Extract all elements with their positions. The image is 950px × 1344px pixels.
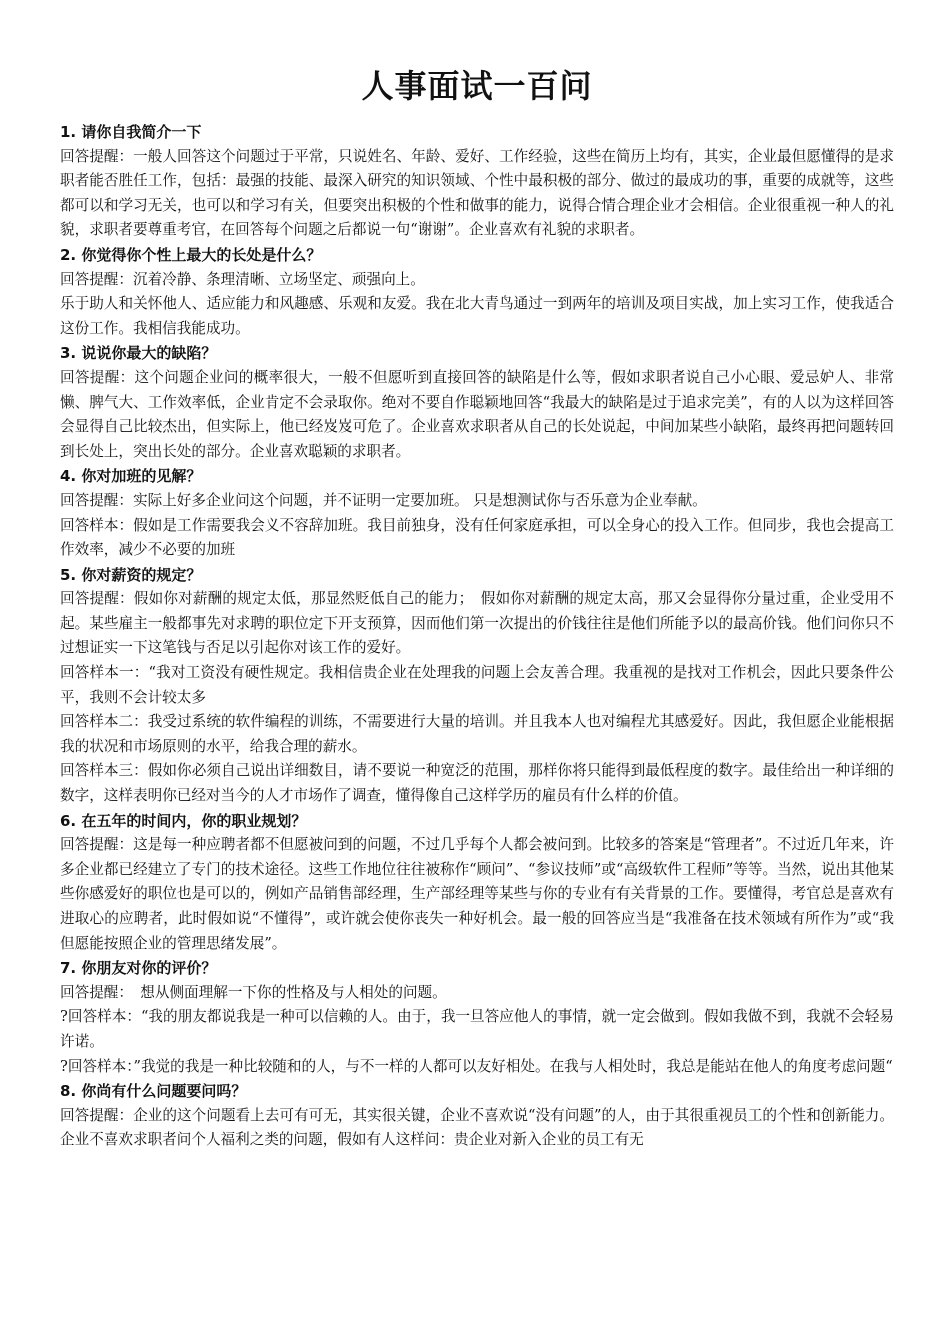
answer-paragraph: 回答提醒：这个问题企业问的概率很大，一般不但愿听到直接回答的缺陷是什么等，假如求职者说自己小心眼、爱忌妒人、非常懒、脾气大、工作效率低，企业肯定不会录取你。绝对不要自作聪颖地回答“我最大的缺陷是过于追求完美”，有的人以为这样回答会显得自己比较杰出，但实际上，他已经岌岌可危了。企业喜欢求职者从自己的长处说起，中间加某些小缺陷，最终再把问题转回到长处上，突出长处的部分。企业喜欢聪颖的求职者。 [60,368,894,460]
answer-paragraph: 回答样本一：“我对工资没有硬性规定。我相信贵企业在处理我的问题上会友善合理。我重视的是找对工作机会，因此只要条件公平，我则不会计较太多 [60,664,894,706]
section-4 [60,464,894,562]
answer-paragraph: 回答提醒：企业的这个问题看上去可有可无，其实很关键，企业不喜欢说“没有问题”的人，由于其很重视员工的个性和创新能力。企业不喜欢求职者问个人福利之类的问题，假如有人这样问：贵企业对新入企业的员工有无 [60,1106,894,1149]
question-heading: 1. 请你自我简介一下 [60,123,202,141]
question-heading: 7. 你朋友对你的评价？ [60,959,217,978]
section-3 [60,341,894,464]
answer-paragraph: 回答提醒：这是每一种应聘者都不但愿被问到的问题，不过几乎每个人都会被问到。比较多的答案是“管理者”。不过近几年来，许多企业都已经建立了专门的技术途径。这些工作地位往往被称作“顾问”、“参议技师”或“高级软件工程师”等等。当然，说出其他某些你感爱好的职位也是可以的，例如产品销售部经理，生产部经理等某些与你的专业有有关背景的工作。要懂得，考官总是喜欢有进取心的应聘者，此时假如说“不懂得”，或许就会使你丧失一种好机会。最一般的回答应当是“我准备在技术领域有所作为”或“我但愿能按照企业的管理思绪发展”。 [60,836,894,952]
answer-paragraph: 回答提醒：实际上好多企业问这个问题，并不证明一定要加班。 只是想测试你与否乐意为企业奉献。 [60,491,707,509]
answer-paragraph: 回答样本三：假如你必须自己说出详细数目，请不要说一种宽泛的范围，那样你将只能得到最低程度的数字。最佳给出一种详细的数字，这样表明你已经对当今的人才市场作了调查，懂得像自己这样学历的雇员有什么样的价值。 [60,762,894,805]
section-1 [60,120,894,243]
question-heading: 4. 你对加班的见解？ [60,467,202,486]
section-5 [60,563,894,809]
section-2 [60,243,894,341]
document-title: 人事面试一百问 [361,67,593,105]
section-7 [60,956,894,1079]
answer-paragraph: 回答提醒：沉着冷静、条理清晰、立场坚定、顽强向上。 [60,270,425,288]
answer-paragraph: 回答样本：假如是工作需要我会义不容辞加班。我目前独身，没有任何家庭承担，可以全身心的投入工作。但同步，我也会提高工作效率，减少不必要的加班 [60,516,894,559]
answer-paragraph: 回答样本二：我受过系统的软件编程的训练，不需要进行大量的培训。并且我本人也对编程尤其感爱好。因此，我但愿企业能根据我的状况和市场原则的水平，给我合理的薪水。 [60,713,894,755]
sections-container [60,120,894,1153]
section-6 [60,809,894,957]
answer-paragraph: ?回答样本：“我的朋友都说我是一种可以信赖的人。由于，我一旦答应他人的事情，就一定会做到。假如我做不到，我就不会轻易许诺。 [60,1008,894,1050]
question-heading: 6. 在五年的时间内，你的职业规划？ [60,811,307,830]
answer-paragraph: 回答提醒：假如你对薪酬的规定太低，那显然贬低自己的能力； 假如你对薪酬的规定太高，那又会显得你分量过重，企业受用不起。某些雇主一般都事先对求聘的职位定下开支预算，因而他们第一次提出的价钱往往是他们所能予以的最高价钱。他们问你只不过想证实一下这笔钱与否足以引起你对该工作的爱好。 [60,590,894,657]
question-heading: 5. 你对薪资的规定？ [60,565,202,584]
question-heading: 2. 你觉得你个性上最大的长处是什么？ [60,245,322,264]
answer-paragraph: 回答提醒：一般人回答这个问题过于平常，只说姓名、年龄、爱好、工作经验，这些在简历上均有，其实，企业最但愿懂得的是求职者能否胜任工作，包括：最强的技能、最深入研究的知识领域、个性中最积极的部分、做过的最成功的事，重要的成就等，这些都可以和学习无关，也可以和学习有关，但要突出积极的个性和做事的能力，说得合情合理企业才会相信。企业很重视一种人的礼貌，求职者要尊重考官，在回答每个问题之后都说一句“谢谢”。企业喜欢有礼貌的求职者。 [60,147,894,239]
section-8 [60,1079,894,1153]
answer-paragraph: 回答提醒： 想从侧面理解一下你的性格及与人相处的问题。 [60,983,447,1001]
question-heading: 8. 你尚有什么问题要问吗？ [60,1082,247,1101]
document-page [60,62,894,1153]
question-heading: 3. 说说你最大的缺陷？ [60,344,217,363]
answer-paragraph: ?回答样本：”我觉的我是一种比较随和的人，与不一样的人都可以友好相处。在我与人相处时，我总是能站在他人的角度考虑问题“ [60,1057,893,1075]
answer-paragraph: 乐于助人和关怀他人、适应能力和风趣感、乐观和友爱。我在北大青鸟通过一到两年的培训及项目实战，加上实习工作，使我适合这份工作。我相信我能成功。 [60,295,894,337]
